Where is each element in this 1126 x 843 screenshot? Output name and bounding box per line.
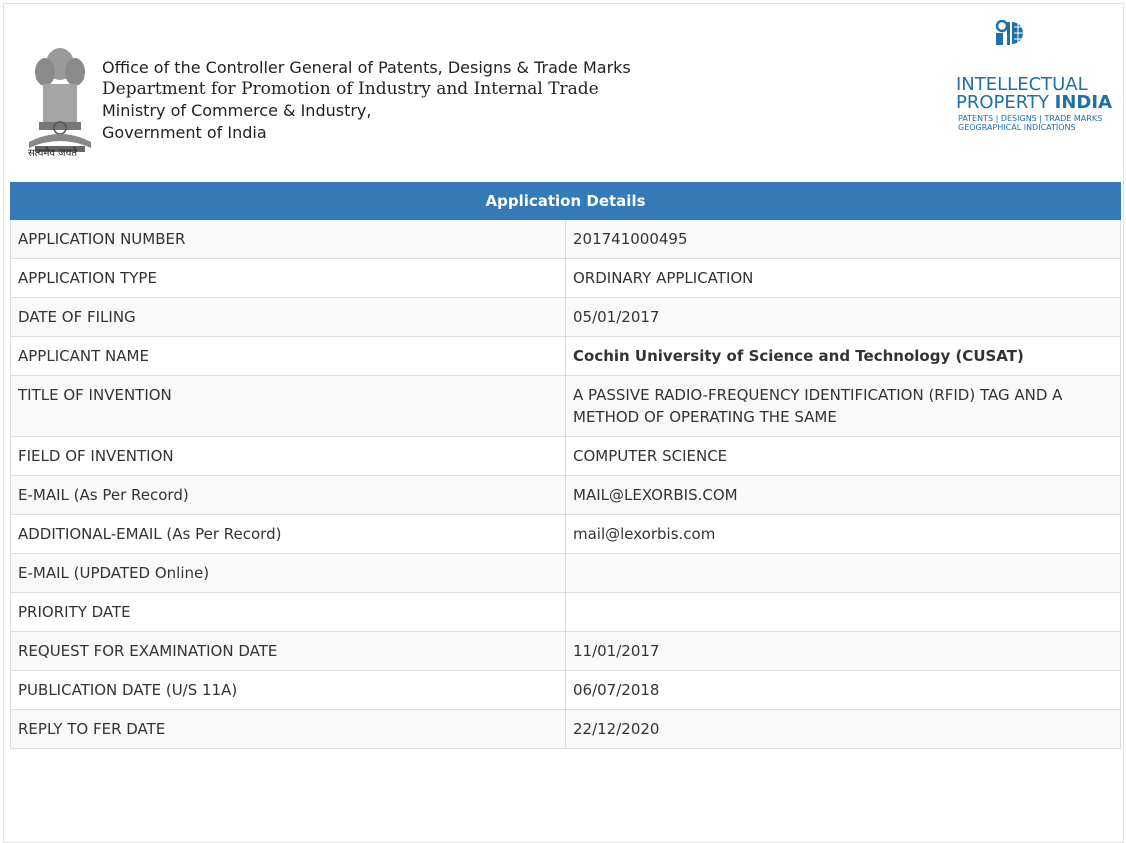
table-row (11, 515, 1121, 554)
row-label: PUBLICATION DATE (U/S 11A) (11, 671, 566, 710)
department-name: Department for Promotion of Industry and Internal Trade (102, 79, 599, 99)
row-value: MAIL@LEXORBIS.COM (566, 476, 1121, 515)
table-row (11, 437, 1121, 476)
logo-text-intellectual: INTELLECTUAL (956, 74, 1088, 95)
row-label: PRIORITY DATE (11, 593, 566, 632)
table-title: Application Details (11, 183, 1121, 220)
row-value: mail@lexorbis.com (566, 515, 1121, 554)
government-name: Government of India (102, 123, 267, 142)
row-value (566, 593, 1121, 632)
row-label: APPLICATION NUMBER (11, 220, 566, 259)
row-value: 22/12/2020 (566, 710, 1121, 749)
row-value: 11/01/2017 (566, 632, 1121, 671)
row-value: A PASSIVE RADIO-FREQUENCY IDENTIFICATION (RFID) TAG AND A METHOD OF OPERATING THE SAME (566, 376, 1121, 437)
application-details-table (10, 182, 1121, 749)
row-label: E-MAIL (As Per Record) (11, 476, 566, 515)
row-label: TITLE OF INVENTION (11, 376, 566, 437)
row-value: 06/07/2018 (566, 671, 1121, 710)
page-header (0, 0, 1126, 180)
table-row (11, 710, 1121, 749)
logo-text-property: PROPERTY (956, 92, 1055, 113)
row-label: E-MAIL (UPDATED Online) (11, 554, 566, 593)
row-value: 05/01/2017 (566, 298, 1121, 337)
table-row (11, 298, 1121, 337)
logo-tagline-1: PATENTS | DESIGNS | TRADE MARKS (958, 114, 1103, 123)
row-value: COMPUTER SCIENCE (566, 437, 1121, 476)
ip-india-logo-icon (955, 20, 1115, 80)
table-row (11, 476, 1121, 515)
row-label: REQUEST FOR EXAMINATION DATE (11, 632, 566, 671)
table-row (11, 593, 1121, 632)
row-value: Cochin University of Science and Technology (CUSAT) (566, 337, 1121, 376)
row-label: ADDITIONAL-EMAIL (As Per Record) (11, 515, 566, 554)
table-row (11, 554, 1121, 593)
table-row (11, 632, 1121, 671)
emblem-caption: सत्यमेव जयते (28, 148, 78, 159)
office-name-block (102, 57, 631, 144)
table-row (11, 259, 1121, 298)
row-label: FIELD OF INVENTION (11, 437, 566, 476)
row-value: 201741000495 (566, 220, 1121, 259)
table-row (11, 220, 1121, 259)
logo-text-india: INDIA (1054, 92, 1113, 113)
table-header-row (11, 183, 1121, 220)
national-emblem-icon (25, 42, 95, 162)
office-title: Office of the Controller General of Patents, Designs & Trade Marks (102, 58, 631, 77)
table-body (11, 220, 1121, 749)
row-label: DATE OF FILING (11, 298, 566, 337)
row-label: APPLICATION TYPE (11, 259, 566, 298)
row-label: REPLY TO FER DATE (11, 710, 566, 749)
table-row (11, 671, 1121, 710)
table-row (11, 337, 1121, 376)
row-value (566, 554, 1121, 593)
ministry-name: Ministry of Commerce & Industry, (102, 101, 372, 120)
row-label: APPLICANT NAME (11, 337, 566, 376)
row-value: ORDINARY APPLICATION (566, 259, 1121, 298)
logo-tagline-2: GEOGRAPHICAL INDICATIONS (958, 123, 1076, 132)
logo-text-property-india (956, 92, 1112, 113)
table-row (11, 376, 1121, 437)
